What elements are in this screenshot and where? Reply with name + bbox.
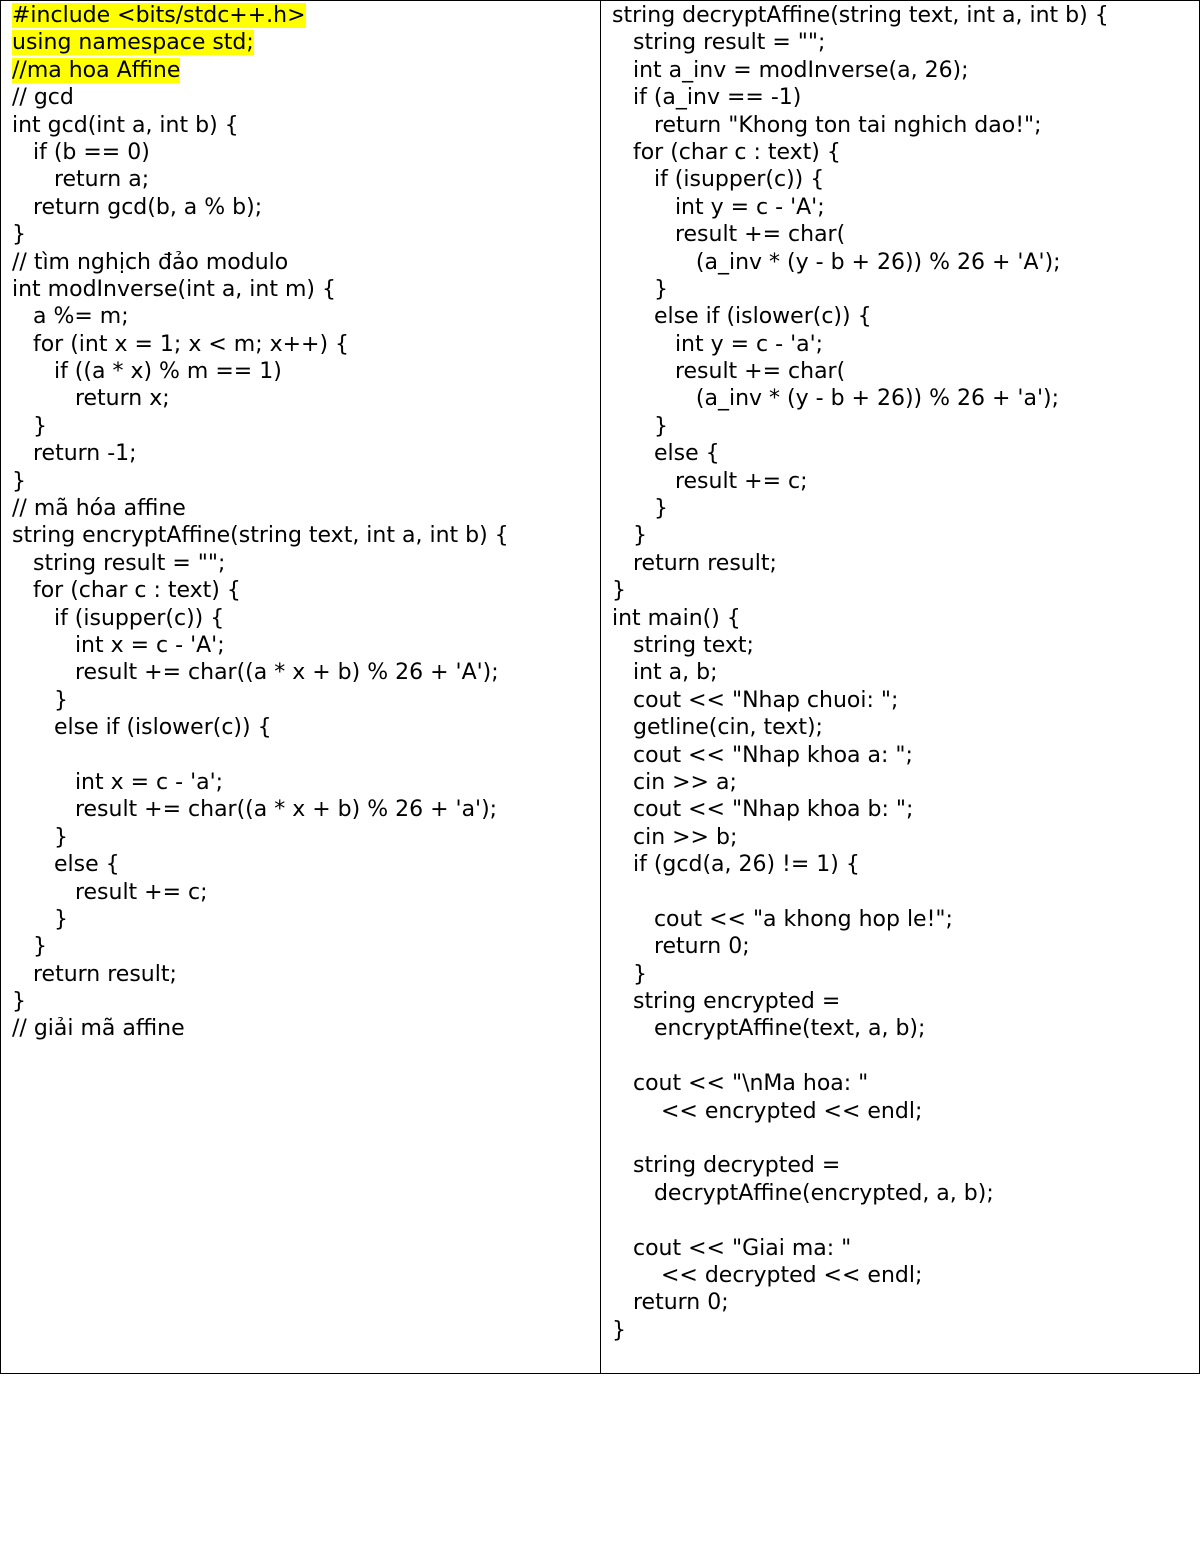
code-line [612, 796, 1199, 823]
code-line-text: int a, b; [612, 660, 718, 686]
code-line-text: } [12, 413, 47, 439]
code-line-text: result += char((a * x + b) % 26 + 'A'); [12, 660, 499, 686]
code-line-text: } [12, 934, 47, 960]
code-line-text: string text; [612, 632, 754, 658]
code-line-text: //ma hoa Affine [12, 57, 181, 83]
right-code-column [601, 1, 1199, 1373]
code-line [612, 468, 1199, 495]
code-line [12, 276, 600, 303]
code-line-text: result += c; [12, 879, 208, 905]
code-line-text: int modInverse(int a, int m) { [12, 276, 336, 302]
code-line [12, 796, 600, 823]
code-line [612, 851, 1199, 878]
code-line-text: decryptAffine(encrypted, a, b); [612, 1180, 994, 1206]
code-line [612, 659, 1199, 686]
code-line-text: int main() { [612, 605, 741, 631]
code-line [12, 385, 600, 412]
code-line [12, 166, 600, 193]
code-line-text: cout << "Nhap khoa a: "; [612, 742, 913, 768]
code-line [12, 468, 600, 495]
code-line-text: string encryptAffine(string text, int a, int b) { [12, 523, 509, 549]
code-line [12, 29, 600, 56]
code-line [612, 522, 1199, 549]
code-line-text: return x; [12, 386, 170, 412]
code-line-text: int a_inv = modInverse(a, 26); [612, 57, 969, 83]
code-line-text: cout << "Giai ma: " [612, 1235, 852, 1261]
left-code-column [1, 1, 601, 1373]
code-line-text: cout << "Nhap chuoi: "; [612, 687, 899, 713]
code-line [12, 851, 600, 878]
code-line-text: } [12, 824, 68, 850]
code-line [12, 2, 600, 29]
code-line [12, 961, 600, 988]
code-line-text: string result = ""; [612, 30, 826, 56]
code-line-text: } [612, 578, 626, 604]
code-line [12, 906, 600, 933]
code-line [12, 550, 600, 577]
code-line [612, 440, 1199, 467]
code-line-text: int x = c - 'a'; [12, 769, 224, 795]
code-line [612, 906, 1199, 933]
code-line [612, 331, 1199, 358]
code-line-text: } [12, 222, 26, 248]
code-line [612, 961, 1199, 988]
code-line [612, 1098, 1199, 1125]
code-line-text: if (b == 0) [12, 139, 150, 165]
code-line [612, 303, 1199, 330]
code-line-text: for (char c : text) { [612, 139, 841, 165]
code-line [12, 303, 600, 330]
code-line-text: else { [612, 441, 720, 467]
code-line-text: } [12, 906, 68, 932]
code-line [12, 988, 600, 1015]
code-line [612, 933, 1199, 960]
code-line [612, 57, 1199, 84]
code-line [612, 577, 1199, 604]
code-line [612, 605, 1199, 632]
code-line-text: string decryptAffine(string text, int a, int b) { [612, 3, 1109, 28]
code-line-text: if (isupper(c)) { [12, 605, 225, 631]
code-line-text: for (int x = 1; x < m; x++) { [12, 331, 350, 357]
code-line-text: } [612, 961, 647, 987]
code-line [612, 714, 1199, 741]
code-line-text: result += char((a * x + b) % 26 + 'a'); [12, 797, 498, 823]
code-line [612, 687, 1199, 714]
code-line [12, 440, 600, 467]
code-line [612, 769, 1199, 796]
code-line [12, 358, 600, 385]
code-line-text: int gcd(int a, int b) { [12, 112, 239, 138]
code-line-text: << decrypted << endl; [612, 1262, 923, 1288]
code-line [612, 139, 1199, 166]
code-line [12, 522, 600, 549]
code-line-text: cin >> b; [612, 824, 738, 850]
code-line-text: string result = ""; [12, 550, 226, 576]
code-line-text: } [612, 496, 668, 522]
code-line [12, 84, 600, 111]
code-line [612, 84, 1199, 111]
code-line-text: if (gcd(a, 26) != 1) { [612, 852, 860, 878]
code-line [12, 495, 600, 522]
code-line-text: << encrypted << endl; [612, 1098, 923, 1124]
code-line-text: int y = c - 'a'; [612, 331, 824, 357]
code-line-text: return gcd(b, a % b); [12, 194, 263, 220]
right-code-block [612, 2, 1199, 1344]
code-line-text: return a; [12, 167, 150, 193]
code-line [12, 714, 600, 741]
code-line [612, 632, 1199, 659]
code-line-text: string encrypted = [612, 989, 841, 1015]
code-line [612, 742, 1199, 769]
code-line-text: a %= m; [12, 304, 129, 330]
code-line [612, 1262, 1199, 1289]
code-line [612, 385, 1199, 412]
code-line-text: cin >> a; [612, 769, 737, 795]
code-line [612, 194, 1199, 221]
code-line [612, 1180, 1199, 1207]
code-line [612, 988, 1199, 1015]
code-line-text: return result; [612, 550, 777, 576]
code-line-text: result += c; [612, 468, 808, 494]
code-line [612, 495, 1199, 522]
code-line [12, 687, 600, 714]
code-line [612, 1289, 1199, 1316]
code-line-text: int y = c - 'A'; [612, 194, 825, 220]
code-line [12, 769, 600, 796]
code-line [612, 1317, 1199, 1344]
code-line [612, 1015, 1199, 1042]
code-line [12, 331, 600, 358]
code-line-text: // gcd [12, 85, 74, 111]
code-line-text: encryptAffine(text, a, b); [612, 1016, 926, 1042]
code-line-text: result += char( [612, 359, 846, 385]
code-line-text: // giải mã affine [12, 1016, 185, 1042]
code-line-text: } [612, 523, 647, 549]
code-line [12, 742, 600, 769]
code-line-text: } [612, 413, 668, 439]
code-line [612, 276, 1199, 303]
code-line [12, 577, 600, 604]
code-line [612, 2, 1199, 29]
code-line [12, 879, 600, 906]
code-line-text: } [12, 989, 26, 1015]
code-line [12, 824, 600, 851]
code-line-text: for (char c : text) { [12, 578, 241, 604]
code-line [612, 550, 1199, 577]
code-line-text: } [612, 276, 668, 302]
code-line-text: #include <bits/stdc++.h> [12, 3, 306, 28]
code-line-text: if (isupper(c)) { [612, 167, 825, 193]
code-line [612, 413, 1199, 440]
code-line [12, 1015, 600, 1042]
code-line-text: cout << "a khong hop le!"; [612, 906, 953, 932]
code-line-text: else if (islower(c)) { [12, 715, 272, 741]
code-line [612, 249, 1199, 276]
code-line-text: result += char( [612, 222, 846, 248]
code-line [12, 221, 600, 248]
code-line [612, 1125, 1199, 1152]
code-line-text: else if (islower(c)) { [612, 304, 872, 330]
code-line [12, 194, 600, 221]
code-line [612, 358, 1199, 385]
code-line-text: return 0; [612, 1290, 729, 1316]
code-line [12, 413, 600, 440]
code-line [612, 1235, 1199, 1262]
code-line-text: return "Khong ton tai nghich dao!"; [612, 112, 1042, 138]
code-line [612, 221, 1199, 248]
code-line [612, 824, 1199, 851]
code-line-text: return 0; [612, 934, 750, 960]
code-line [612, 29, 1199, 56]
code-line-text: (a_inv * (y - b + 26)) % 26 + 'A'); [612, 249, 1061, 275]
left-code-block [12, 2, 600, 1043]
code-line [12, 57, 600, 84]
code-line [612, 1152, 1199, 1179]
code-line-text: using namespace std; [12, 30, 254, 56]
code-line-text: getline(cin, text); [612, 715, 823, 741]
code-line [12, 933, 600, 960]
code-line [12, 632, 600, 659]
code-line-text: cout << "Nhap khoa b: "; [612, 797, 914, 823]
code-line [12, 139, 600, 166]
code-line [612, 879, 1199, 906]
code-line-text: if ((a * x) % m == 1) [12, 359, 282, 385]
code-line [612, 1070, 1199, 1097]
code-line-text: else { [12, 852, 120, 878]
code-line-text: return -1; [12, 441, 137, 467]
code-line [12, 659, 600, 686]
code-line-text: } [12, 468, 26, 494]
code-line-text: // tìm nghịch đảo modulo [12, 249, 289, 275]
code-line-text: if (a_inv == -1) [612, 85, 802, 111]
code-line-text: (a_inv * (y - b + 26)) % 26 + 'a'); [612, 386, 1059, 412]
code-line [12, 605, 600, 632]
code-line-text: return result; [12, 961, 177, 987]
code-line-text: int x = c - 'A'; [12, 632, 225, 658]
code-line-text: cout << "\nMa hoa: " [612, 1071, 869, 1097]
code-line [612, 1043, 1199, 1070]
code-line [612, 112, 1199, 139]
code-line-text: } [612, 1317, 626, 1343]
code-line [612, 166, 1199, 193]
code-line [12, 249, 600, 276]
code-line-text: string decrypted = [612, 1153, 841, 1179]
code-line [12, 112, 600, 139]
code-line-text: } [12, 687, 68, 713]
code-line [612, 1207, 1199, 1234]
code-line-text: // mã hóa affine [12, 496, 186, 522]
